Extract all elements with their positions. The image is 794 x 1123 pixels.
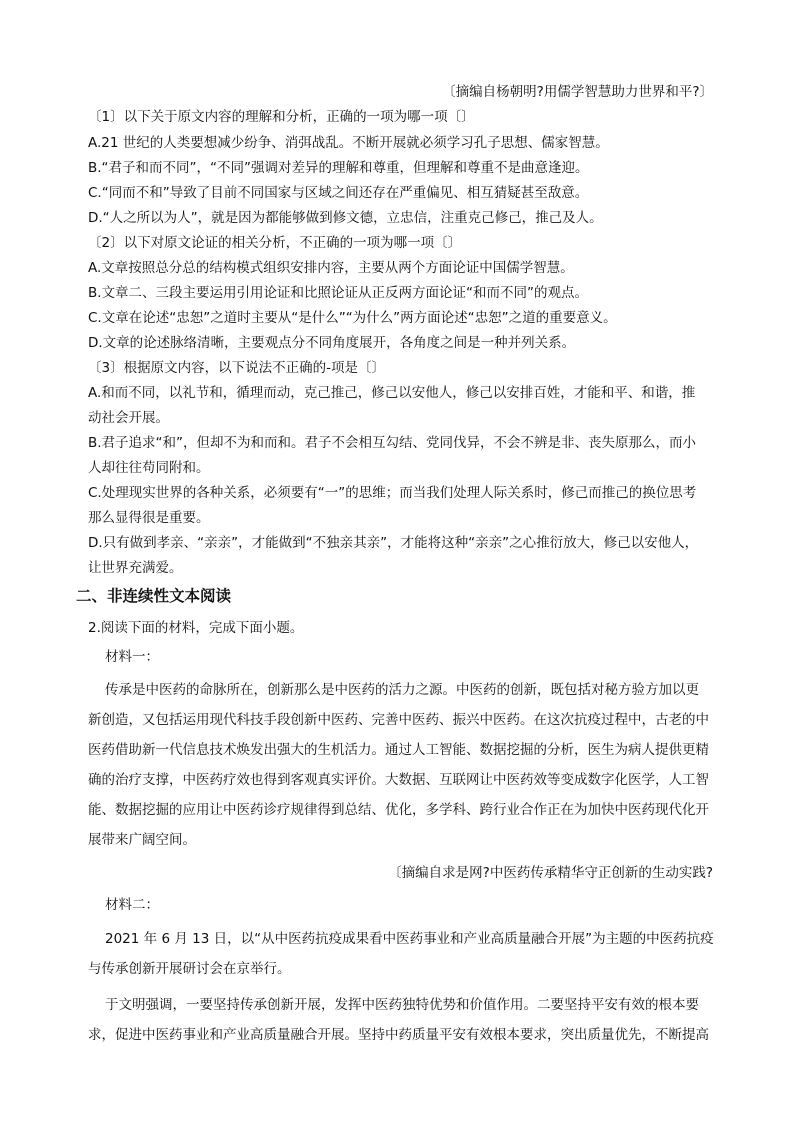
question-1-option-c: C.“同而不和”导致了目前不同国家与区域之间还存在严重偏见、相互猜疑甚至敌意。	[88, 185, 589, 201]
material-2-label: 材料二：	[105, 897, 159, 913]
question-1-option-b: B.“君子和而不同”，“不同”强调对差异的理解和尊重，但理解和尊重不是曲意逢迎。	[88, 160, 589, 176]
question-3-option-c-line1: C.处理现实世界的各种关系，必须要有“一”的思维；而当我们处理人际关系时，修己而推己的换位思考	[88, 485, 697, 501]
question-3-option-b-line2: 人却往往苟同附和。	[88, 460, 210, 476]
material-2-paragraph-1-line1: 2021 年 6 月 13 日，以“从中医药抗疫成果看中医药事业和产业高质量融合开展”为主题的中医药抗疫	[105, 931, 714, 947]
question-1-option-d: D.“人之所以为人”，就是因为都能够做到修文德，立忠信，注重克己修己，推己及人。	[88, 210, 603, 226]
material-2-paragraph-2-line2: 求，促进中医药事业和产业高质量融合开展。坚持中药质量平安有效根本要求，突出质量优先，不断提高	[88, 1027, 709, 1043]
material-1-paragraph-line6: 展带来广阔空间。	[88, 832, 196, 848]
question-2-option-d: D.文章的论述脉络清晰，主要观点分不同角度展开，各角度之间是一种并列关系。	[88, 335, 576, 351]
question-2-option-b: B.文章二、三段主要运用引用论证和比照论证从正反两方面论证“和而不同”的观点。	[88, 285, 589, 301]
material-1-paragraph-line3: 医药借助新一代信息技术焕发出强大的生机活力。通过人工智能、数据挖掘的分析，医生为病人提供更精	[88, 742, 709, 758]
question-3-option-d-line1: D.只有做到孝亲、“亲亲”，才能做到“不独亲其亲”，才能将这种“亲亲”之心推衍放大，修己以安他人，	[88, 535, 699, 551]
question-3-option-c-line2: 那么显得很是重要。	[88, 510, 210, 526]
question-1-option-a: A.21 世纪的人类要想减少纷争、消弭战乱。不断开展就必须学习孔子思想、儒家智慧。	[88, 135, 609, 151]
question-1-stem: 〔1〕以下关于原文内容的理解和分析，正确的一项为哪一项〔〕	[88, 109, 475, 125]
question-3-option-b-line1: B.君子追求“和”，但却不为和而和。君子不会相互勾结、党同伐异，不会不辨是非、丧失原那么，而小	[88, 435, 697, 451]
question-3-option-a-line1: A.和而不同，以礼节和，循理而动，克己推己，修己以安他人，修己以安排百姓，才能和平、和谐，推	[88, 385, 696, 401]
question-2-option-c: C.文章在论述“忠恕”之道时主要从“是什么”“为什么”两方面论述“忠恕”之道的重要意义。	[88, 310, 617, 326]
question-3-option-d-line2: 让世界充满爱。	[88, 560, 183, 576]
question-2-option-a: A.文章按照总分总的结构模式组织安排内容，主要从两个方面论证中国儒学智慧。	[88, 260, 574, 276]
material-1-paragraph-line1: 传承是中医药的命脉所在，创新那么是中医药的活力之源。中医药的创新，既包括对秘方验方加以更	[105, 682, 699, 698]
material-1-paragraph-line5: 能、数据挖掘的应用让中医药诊疗规律得到总结、优化，多学科、跨行业合作正在为加快中医药现代化开	[88, 802, 709, 818]
question-2-stem: 〔2〕以下对原文论证的相关分析，不正确的一项为哪一项〔〕	[88, 235, 462, 251]
material-1-paragraph-line2: 新创造，又包括运用现代科技手段创新中医药、完善中医药、振兴中医药。在这次抗疫过程中，古老的中	[88, 712, 709, 728]
question-3-stem: 〔3〕根据原文内容，以下说法不正确的-项是〔〕	[88, 360, 385, 376]
material-1-paragraph-line4: 确的治疗支撑，中医药疗效也得到客观真实评价。大数据、互联网让中医药效等变成数字化医学，人工智	[88, 772, 709, 788]
material-2-paragraph-2-line1: 于文明强调，一要坚持传承创新开展，发挥中医药独特优势和价值作用。二要坚持平安有效的根本要	[105, 997, 699, 1013]
section-2-intro: 2.阅读下面的材料，完成下面小题。	[88, 620, 304, 636]
material-1-label: 材料一：	[105, 649, 159, 665]
section-2-heading: 二、非连续性文本阅读	[76, 587, 232, 605]
source-citation-2: 〔摘编自求是网?中医药传承精华守正创新的生动实践?	[388, 865, 713, 881]
material-2-paragraph-1-line2: 与传承创新开展研讨会在京举行。	[88, 961, 291, 977]
source-citation-1: 〔摘编自杨朝明?用儒学智慧助力世界和平?〕	[442, 84, 713, 100]
question-3-option-a-line2: 动社会开展。	[88, 410, 169, 426]
